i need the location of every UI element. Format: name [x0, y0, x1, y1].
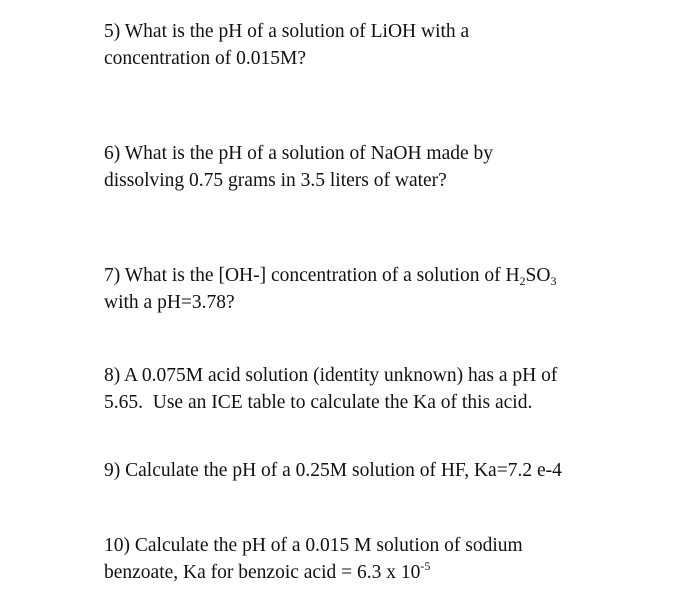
question-6-line-2: dissolving 0.75 grams in 3.5 liters of water? [104, 170, 447, 191]
question-10 [104, 532, 523, 586]
question-6-line-1: 6) What is the pH of a solution of NaOH made by [104, 143, 494, 164]
exponent-superscript: -5 [420, 559, 431, 573]
question-9-line-1: 9) Calculate the pH of a 0.25M solution of HF, Ka=7.2 e-4 [104, 460, 562, 481]
question-7 [104, 262, 556, 316]
formula-so: SO [525, 265, 551, 286]
question-9 [104, 457, 562, 484]
formula-subscript-3: 3 [550, 274, 557, 288]
question-7-text: 7) What is the [OH-] concentration of a solution of H [104, 265, 520, 286]
question-5-line-1: 5) What is the pH of a solution of LiOH with a [104, 21, 470, 42]
question-5-line-2: concentration of 0.015M? [104, 48, 306, 69]
question-10-text: benzoate, Ka for benzoic acid = 6.3 x 10 [104, 562, 421, 583]
formula-subscript-2: 2 [519, 274, 526, 288]
question-5 [104, 18, 469, 72]
question-7-line-1 [104, 262, 556, 289]
question-10-line-2 [104, 559, 523, 586]
question-8-line-2: 5.65. Use an ICE table to calculate the Ka of this acid. [104, 392, 533, 413]
question-8 [104, 362, 557, 416]
question-8-line-1: 8) A 0.075M acid solution (identity unknown) has a pH of [104, 365, 558, 386]
question-10-line-1: 10) Calculate the pH of a 0.015 M solution of sodium [104, 535, 523, 556]
question-7-line-2: with a pH=3.78? [104, 292, 235, 313]
question-6 [104, 140, 493, 194]
